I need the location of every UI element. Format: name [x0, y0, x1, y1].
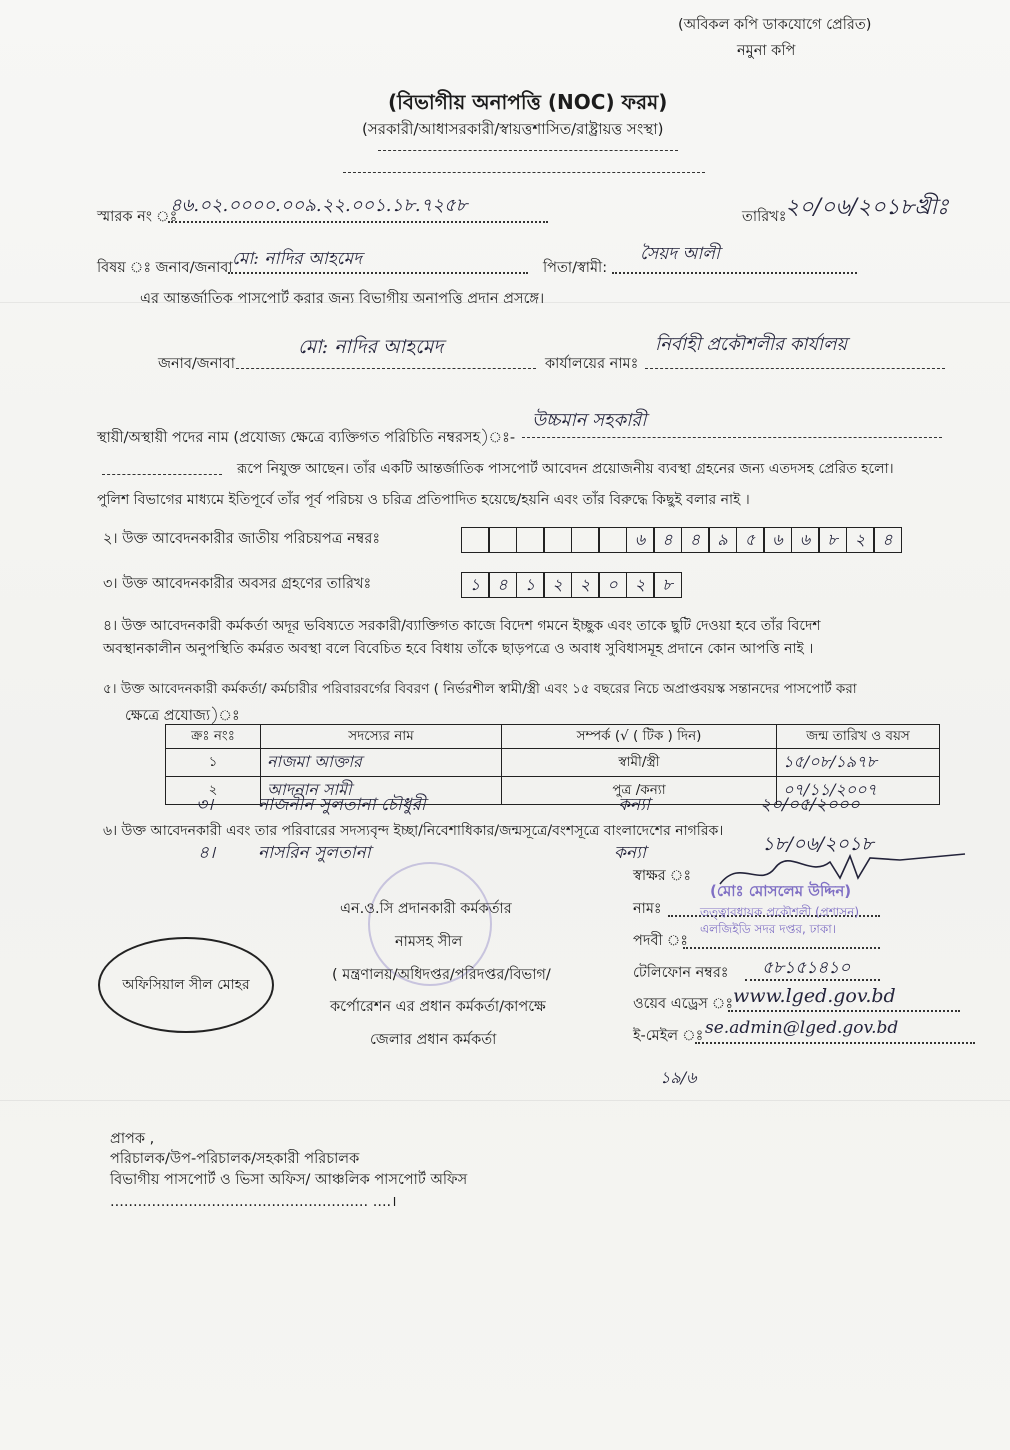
member-name-cell: নাজমা আক্তার: [261, 749, 502, 777]
officer-name-line: [236, 368, 536, 369]
nid-digit: [488, 527, 517, 553]
designation-line: [683, 947, 880, 949]
nid-digit: ৯: [708, 527, 737, 553]
subject-label: বিষয় ঃ জনাব/জনাবা: [97, 260, 233, 276]
father-value: সৈয়দ আলী: [640, 244, 720, 264]
relation-cell: পুত্র /কন্যা: [502, 777, 777, 805]
extra-row4-relation: কন্যা: [614, 843, 646, 863]
email-label: ই-মেইল ঃ: [633, 1028, 704, 1044]
family-table-header: [166, 725, 940, 749]
nid-digit: ৬: [763, 527, 792, 553]
nid-digit: [571, 527, 600, 553]
nid-digit: [516, 527, 545, 553]
retirement-digit: ১: [461, 572, 490, 598]
retirement-boxes: [462, 572, 682, 598]
dob-cell: ০৭/১১/২০০৭: [777, 777, 940, 805]
name-label: নামঃ: [633, 901, 662, 917]
item5-line1: ৫। উক্ত আবেদনকারী কর্মকর্তা/ কর্মচারীর পরিবারবর্গের বিবরণ ( নির্ভরশীল স্বামী/স্ত্রী এবং ১৫ বছরের নিচে অপ্রাপ্তবয়স্ক সন্তানদের পাসপোর্ট করা: [103, 681, 857, 697]
member-name-cell: আদনান সামী: [261, 777, 502, 805]
issuer-line4: কর্পোরেশন এর প্রধান কর্মকর্তা/কাপক্ষে: [330, 999, 546, 1015]
officer-label: জনাব/জনাবা: [158, 356, 235, 372]
phone-label: টেলিফোন নম্বরঃ: [633, 965, 729, 981]
memo-label: স্মারক নং ঃ: [97, 209, 178, 225]
serial-cell: ২: [166, 777, 261, 805]
email-line: [695, 1042, 975, 1044]
nid-digit: ৪: [653, 527, 682, 553]
recipient-line2: বিভাগীয় পাসপোর্ট ও ভিসা অফিস/ আঞ্চলিক পাসপোর্ট অফিস: [110, 1172, 468, 1188]
item6-line: ৬। উক্ত আবেদনকারী এবং তার পরিবারের সদস্যবৃন্দ ইচ্ছা/নিবেশাধিকার/জন্মসূত্রে/বংশসূত্রে বাংলাদেশের নাগরিক।: [103, 823, 724, 839]
post-para-line2: পুলিশ বিভাগের মাধ্যমে ইতিপূর্বে তাঁর পূর্ব পরিচয় ও চরিত্র প্রতিপাদিত হয়েছে/হয়নি এবং তাঁর বিরুদ্ধে কিছুই বলার নাই ।: [97, 492, 750, 508]
nid-digit: [543, 527, 572, 553]
issuer-line5: জেলার প্রধান কর্মকর্তা: [370, 1032, 497, 1048]
nid-label: ২। উক্ত আবেদনকারীর জাতীয় পরিচয়পত্র নম্বরঃ: [103, 531, 381, 547]
serial-cell: ১: [166, 749, 261, 777]
item4-line1: ৪। উক্ত আবেদনকারী কর্মকর্তা অদূর ভবিষ্যতে সরকারী/ব্যাক্তিগত কাজে বিদেশ গমনে ইচ্ছুক এবং তাকে ছুটি দেওয়া হবে তাঁর বিদেশ: [103, 618, 821, 634]
issuer-line2: নামসহ সীল: [395, 934, 463, 950]
extra-row4-name: নাসরিন সুলতানা: [258, 843, 371, 863]
dob-cell: ১৫/০৮/১৯৭৮: [777, 749, 940, 777]
retirement-digit: ১: [516, 572, 545, 598]
extra-row3-no: ৩।: [196, 795, 214, 815]
nid-digit: ২: [846, 527, 875, 553]
nid-digit: ৫: [736, 527, 765, 553]
web-value: www.lged.gov.bd: [733, 985, 896, 1007]
sign-label: স্বাক্ষর ঃ: [633, 868, 692, 884]
item5-line2: ক্ষেত্রে প্রযোজ্য)ঃ: [125, 708, 240, 724]
recipient-line1: পরিচালক/উপ-পরিচালক/সহকারী পরিচালক: [110, 1151, 360, 1167]
retirement-digit: ০: [598, 572, 627, 598]
issuer-line1: এন.ও.সি প্রদানকারী কর্মকর্তার: [340, 901, 512, 917]
stamp-line3: এলজিইডি সদর দপ্তর, ঢাকা।: [700, 922, 837, 936]
extra-row3-relation: কন্যা: [618, 795, 650, 815]
title-rule: [378, 150, 678, 151]
col-dob: জন্ম তারিখ ও বয়স: [777, 725, 940, 749]
subject-name-line: [228, 272, 528, 274]
extra-row3-dob: ২০/০৫/২০০০: [760, 795, 860, 815]
retirement-digit: ২: [571, 572, 600, 598]
official-seal-oval: [98, 937, 274, 1033]
subject-line2: এর আন্তর্জাতিক পাসপোর্ট করার জন্য বিভাগীয় অনাপত্তি প্রদান প্রসঙ্গে।: [140, 291, 545, 307]
retirement-digit: ৮: [653, 572, 682, 598]
nid-boxes: [462, 527, 902, 553]
web-label: ওয়েব এড্রেস ঃ: [633, 996, 734, 1012]
fold-line: [0, 1100, 1010, 1101]
office-line: [645, 368, 945, 369]
issuer-line3: ( মন্ত্রণালয়/অধিদপ্তর/পরিদপ্তর/বিভাগ/: [332, 967, 551, 983]
form-title: (বিভাগীয় অনাপত্তি (NOC) ফরম): [388, 90, 668, 114]
recipient-line3: ........................................................ ....।: [110, 1194, 397, 1210]
item6-date-hw: ১৮/০৬/২০১৮: [762, 833, 874, 855]
office-label: কার্যালয়ের নামঃ: [545, 356, 639, 372]
subject-name: মো: নাদির আহমেদ: [232, 249, 362, 269]
retirement-digit: ২: [626, 572, 655, 598]
retirement-label: ৩। উক্ত আবেদনকারীর অবসর গ্রহণের তারিখঃ: [103, 576, 372, 592]
father-label: পিতা/স্বামী:: [543, 260, 608, 276]
email-value: se.admin@lged.gov.bd: [705, 1018, 899, 1038]
stamp-name: (মোঃ মোসলেম উদ্দিন): [710, 882, 852, 900]
designation-label: পদবী ঃ: [633, 933, 689, 949]
father-line: [612, 272, 857, 274]
memo-value: ৪৬.০২.০০০০.০০৯.২২.০০১.১৮.৭২৫৮: [170, 195, 468, 216]
item4-line2: অবস্থানকালীন অনুপস্থিতি কর্মরত অবস্থা বলে বিবেচিত হবে বিধায় তাঁকে ছাড়পত্রে ও অবাধ সুবিধাসমূহ প্রদানে কোন আপত্তি নাই ।: [103, 641, 814, 657]
phone-line: [745, 979, 880, 981]
sample-label: নমুনা কপি: [737, 43, 796, 59]
officer-name: মো: নাদির আহমেদ: [298, 336, 444, 358]
nid-digit: [461, 527, 490, 553]
copy-note: (অবিকল কপি ডাকযোগে প্রেরিত): [678, 17, 872, 33]
table-row: [166, 749, 940, 777]
col-member-name: সদস্যের নাম: [261, 725, 502, 749]
post-para-line1: রূপে নিযুক্ত আছেন। তাঁর একটি আন্তর্জাতিক পাসপোর্ট আবেদন প্রয়োজনীয় ব্যবস্থা গ্রহনের জন্য এতদসহ প্রেরিত হলো।: [237, 461, 894, 477]
post-value: উচ্চমান সহকারী: [532, 410, 647, 431]
retirement-digit: ৪: [488, 572, 517, 598]
col-relation: সম্পর্ক (√ ( টিক ) দিন): [502, 725, 777, 749]
stamp-line2: তত্ত্বাবধায়ক প্রকৌশলী (প্রশাসন): [700, 905, 860, 919]
date-value: ২০/০৬/২০১৮খ্রীঃ: [785, 195, 949, 220]
nid-digit: ৪: [873, 527, 902, 553]
form-subtitle: (সরকারী/আধাসরকারী/স্বায়ত্তশাসিত/রাষ্ট্রায়ত্ত সংস্থা): [362, 120, 664, 138]
phone-value: ৫৮১৫১৪১০: [762, 958, 851, 978]
memo-line: [168, 221, 548, 223]
title-rule: [343, 172, 705, 173]
nid-digit: ৪: [681, 527, 710, 553]
nid-digit: ৬: [791, 527, 820, 553]
nid-digit: ৬: [626, 527, 655, 553]
nid-digit: ৮: [818, 527, 847, 553]
office-value: নির্বাহী প্রকৌশলীর কার্যালয়: [655, 334, 848, 355]
recipient-label: প্রাপক ,: [110, 1131, 155, 1147]
relation-cell: স্বামী/স্ত্রী: [502, 749, 777, 777]
extra-row3-name: নাজনীন সুলতানা চৌধুরী: [258, 795, 426, 815]
extra-row4-no: ৪।: [198, 843, 216, 863]
initials-hw: ১৯/৬: [660, 1068, 697, 1087]
date-label: তারিখঃ: [742, 209, 787, 225]
official-seal-label: অফিসিয়াল সীল মোহর: [122, 977, 250, 993]
col-serial: ক্রঃ নংঃ: [166, 725, 261, 749]
nid-digit: [598, 527, 627, 553]
web-line: [728, 1010, 960, 1012]
post-label: স্থায়ী/অস্থায়ী পদের নাম (প্রযোজ্য ক্ষেত্রে ব্যক্তিগত পরিচিতি নম্বরসহ)ঃ-: [97, 430, 516, 446]
post-blank: [102, 474, 222, 475]
retirement-digit: ২: [543, 572, 572, 598]
post-line: [522, 437, 942, 438]
